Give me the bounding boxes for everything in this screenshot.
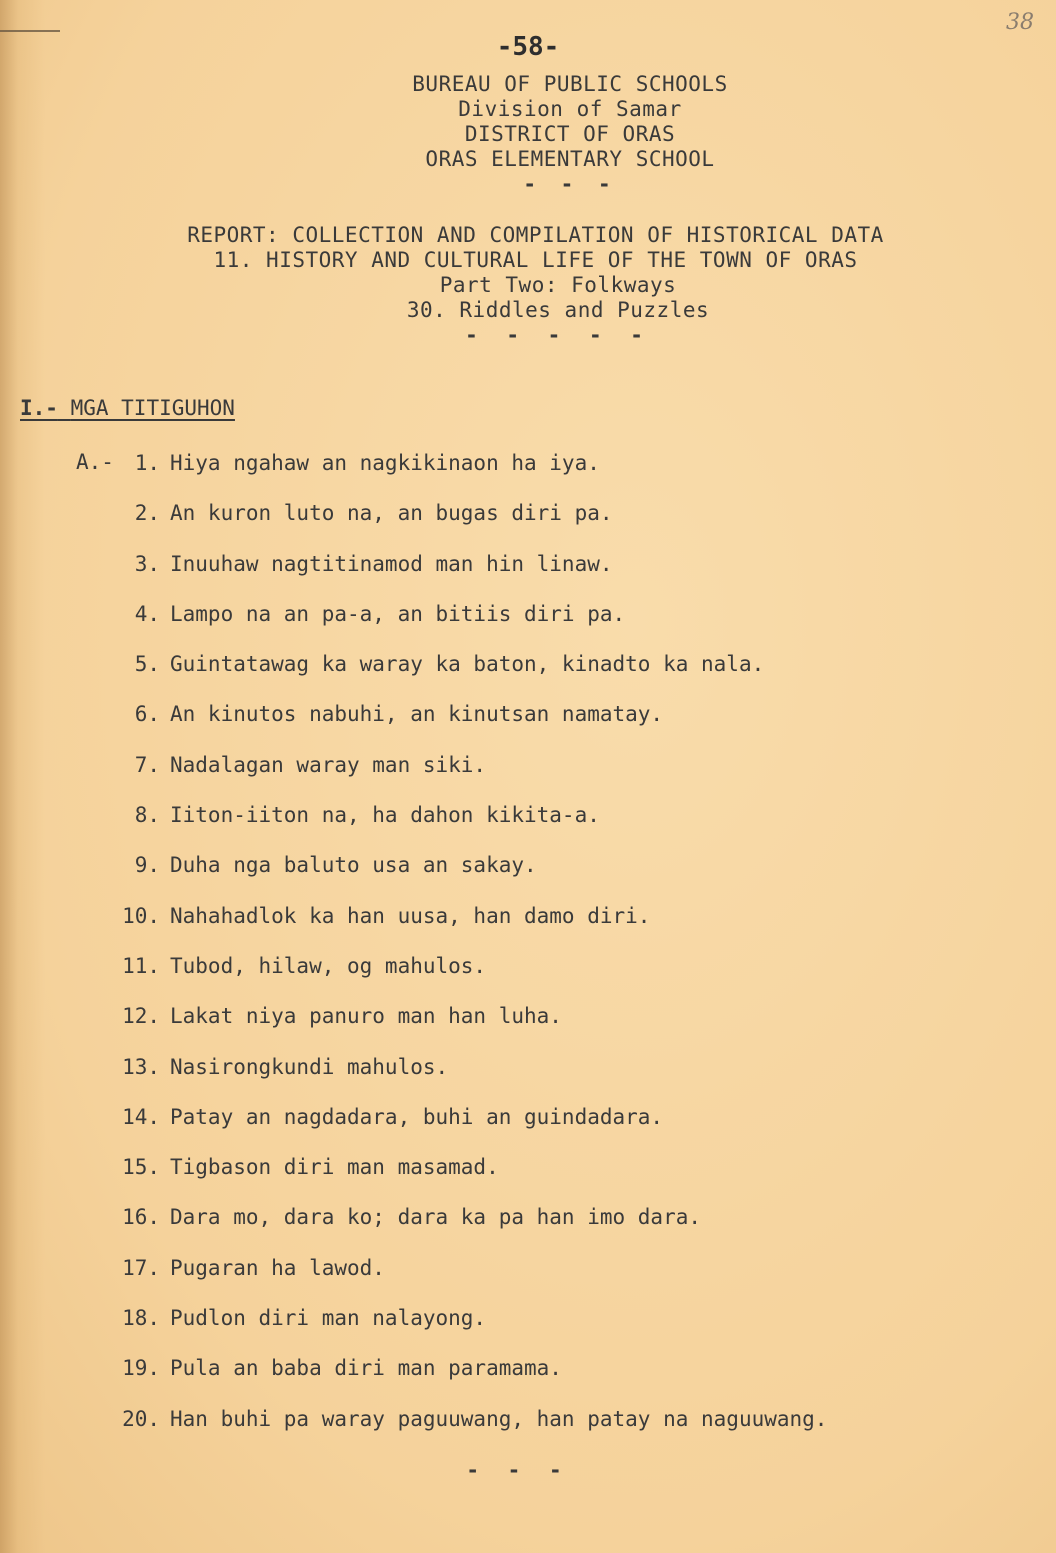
riddle-item bbox=[108, 601, 1008, 651]
riddle-item bbox=[108, 903, 1008, 953]
report-title: REPORT: COLLECTION AND COMPILATION OF HISTORICAL DATA bbox=[187, 223, 884, 247]
school-line: ORAS ELEMENTARY SCHOOL bbox=[425, 147, 715, 171]
riddle-number: 11. bbox=[122, 953, 160, 978]
riddle-item bbox=[108, 1204, 1008, 1254]
riddle-number: 17. bbox=[122, 1255, 160, 1280]
riddle-item bbox=[108, 752, 1008, 802]
riddle-number: 1. bbox=[134, 451, 160, 475]
end-separator: - - - bbox=[466, 1458, 570, 1482]
report-topic: 30. Riddles and Puzzles bbox=[406, 298, 710, 322]
riddle-text: Nadalagan waray man siki. bbox=[170, 752, 487, 777]
riddle-number: 5. bbox=[134, 652, 160, 677]
section-heading bbox=[20, 396, 235, 420]
riddle-number: 15. bbox=[122, 1155, 160, 1180]
division-line: Division of Samar bbox=[458, 97, 682, 121]
riddle-text: Patay an nagdadara, buhi an guindadara. bbox=[170, 1104, 664, 1129]
section-title: MGA TITIGUHON bbox=[70, 396, 235, 420]
section-number: I.- bbox=[20, 396, 58, 420]
riddle-text: Nahahadlok ka han uusa, han damo diri. bbox=[170, 903, 651, 928]
riddle-number: 6. bbox=[134, 702, 160, 727]
archive-page-mark: 38 bbox=[1006, 10, 1034, 35]
riddle-item bbox=[108, 551, 1008, 601]
riddle-item bbox=[108, 1255, 1008, 1305]
riddle-text: Han buhi pa waray paguuwang, han patay na naguuwang. bbox=[170, 1406, 828, 1431]
riddle-item bbox=[108, 651, 1008, 701]
riddle-text: Inuuhaw nagtitinamod man hin linaw. bbox=[170, 551, 613, 576]
report-heading bbox=[0, 223, 1056, 348]
riddle-number: 18. bbox=[122, 1306, 160, 1331]
letterhead bbox=[0, 72, 1056, 197]
riddle-number: 12. bbox=[122, 1004, 160, 1029]
riddle-text: An kuron luto na, an bugas diri pa. bbox=[170, 501, 613, 526]
riddle-number: 7. bbox=[134, 752, 160, 777]
header-separator: - - - bbox=[523, 172, 617, 196]
report-subtitle: 11. HISTORY AND CULTURAL LIFE OF THE TOWN OF ORAS bbox=[213, 248, 858, 272]
riddle-text: Dara mo, dara ko; dara ka pa han imo dara. bbox=[170, 1205, 702, 1230]
riddle-text: Pula an baba diri man paramama. bbox=[170, 1356, 562, 1381]
district-line: DISTRICT OF ORAS bbox=[464, 122, 676, 146]
riddle-number: 16. bbox=[122, 1205, 160, 1230]
report-separator: - - - - - bbox=[465, 323, 651, 347]
riddle-item bbox=[108, 953, 1008, 1003]
riddle-item bbox=[108, 1104, 1008, 1154]
riddle-item bbox=[108, 1003, 1008, 1053]
riddle-text: Lakat niya panuro man han luha. bbox=[170, 1004, 562, 1029]
report-part: Part Two: Folkways bbox=[439, 273, 677, 297]
riddle-text: Duha nga baluto usa an sakay. bbox=[170, 853, 537, 878]
riddle-text: Nasirongkundi mahulos. bbox=[170, 1054, 449, 1079]
riddle-item bbox=[108, 450, 1008, 500]
riddle-text: Hiya ngahaw an nagkikinaon ha iya. bbox=[170, 451, 600, 475]
riddle-text: Tigbason diri man masamad. bbox=[170, 1155, 499, 1180]
riddle-item bbox=[108, 1406, 1008, 1456]
riddle-item bbox=[108, 802, 1008, 852]
riddle-text: An kinutos nabuhi, an kinutsan namatay. bbox=[170, 702, 664, 727]
riddle-item bbox=[108, 852, 1008, 902]
riddle-text: Pudlon diri man nalayong. bbox=[170, 1306, 487, 1331]
riddle-text: Pugaran ha lawod. bbox=[170, 1255, 385, 1280]
page-number: -58- bbox=[496, 32, 560, 62]
riddle-number: 20. bbox=[122, 1406, 160, 1431]
riddle-item bbox=[108, 500, 1008, 550]
riddle-number: 3. bbox=[134, 551, 160, 576]
riddle-number: 14. bbox=[122, 1104, 160, 1129]
riddle-number: 10. bbox=[122, 903, 160, 928]
group-label: A.- bbox=[76, 450, 114, 474]
riddle-number: 13. bbox=[122, 1054, 160, 1079]
riddle-item bbox=[108, 1355, 1008, 1405]
riddle-number: 9. bbox=[134, 853, 160, 878]
bureau-line: BUREAU OF PUBLIC SCHOOLS bbox=[412, 72, 728, 96]
riddle-text: Tubod, hilaw, og mahulos. bbox=[170, 953, 487, 978]
riddle-item bbox=[108, 1154, 1008, 1204]
riddle-item bbox=[108, 1054, 1008, 1104]
riddle-number: 2. bbox=[134, 501, 160, 526]
riddle-text: Lampo na an pa-a, an bitiis diri pa. bbox=[170, 601, 626, 626]
riddle-number: 4. bbox=[134, 601, 160, 626]
riddle-number: 19. bbox=[122, 1356, 160, 1381]
riddle-text: Iiton-iiton na, ha dahon kikita-a. bbox=[170, 803, 600, 828]
riddle-number: 8. bbox=[134, 803, 160, 828]
riddle-item bbox=[108, 701, 1008, 751]
riddle-list bbox=[108, 450, 1008, 1456]
riddle-item bbox=[108, 1305, 1008, 1355]
riddle-text: Guintatawag ka waray ka baton, kinadto ka nala. bbox=[170, 652, 765, 677]
